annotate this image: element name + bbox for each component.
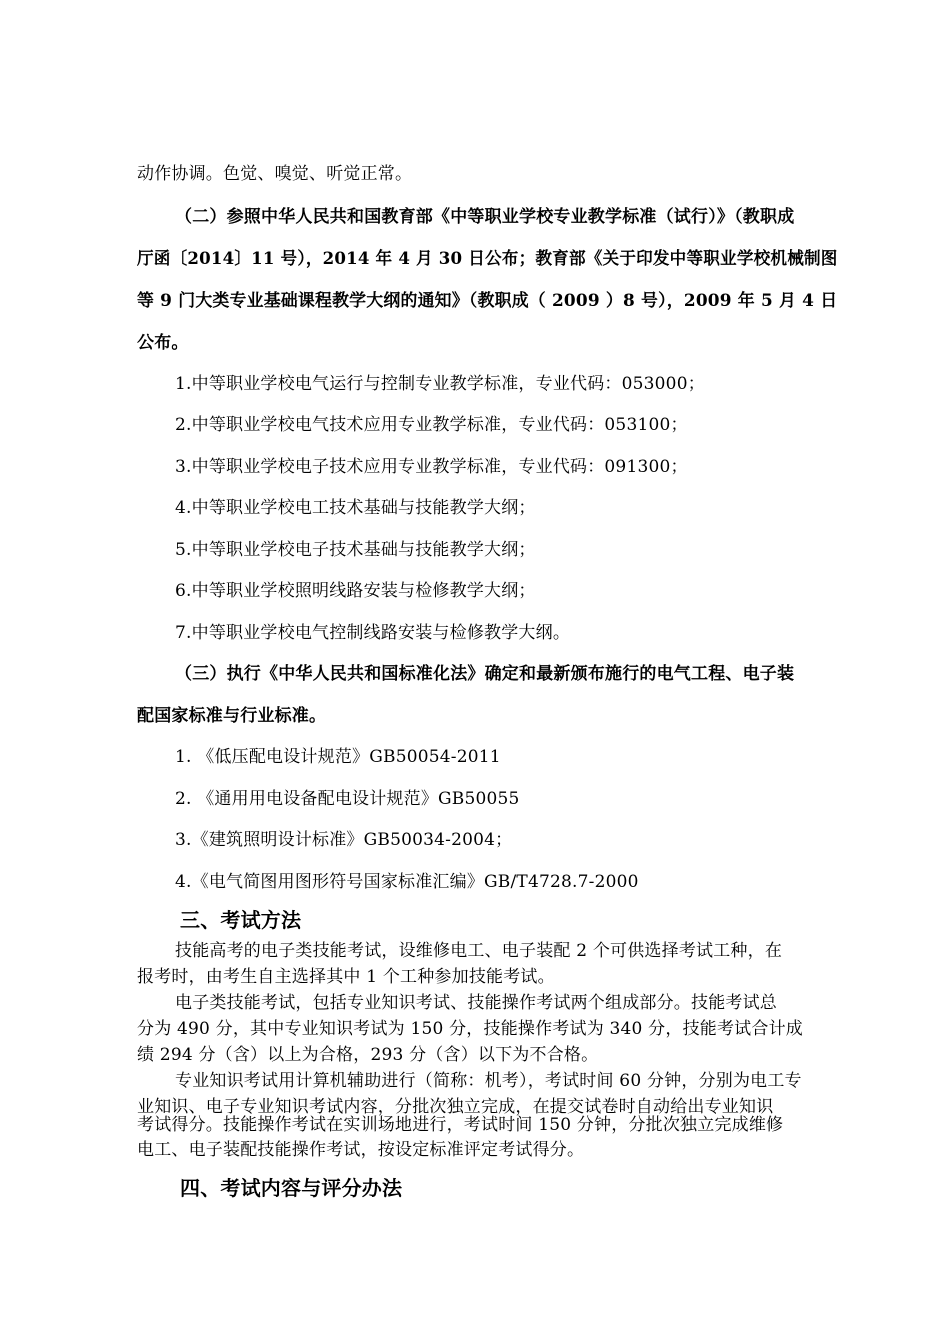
standard-list-item: 4.中等职业学校电工技术基础与技能教学大纲； (175, 498, 536, 518)
body-text-line: 动作协调。色觉、嗅觉、听觉正常。 (137, 164, 413, 184)
section-heading-exam-method: 三、考试方法 (180, 908, 302, 932)
section-2-heading-line-3: 等 9 门大类专业基础课程教学大纲的通知》（教职成（ 2009 ）8 号），2009 年 5 月 4 日 (137, 291, 838, 311)
paragraph-line: 电工、电子装配技能操作考试，按设定标准评定考试得分。 (137, 1140, 585, 1160)
section-heading-exam-content: 四、考试内容与评分办法 (180, 1176, 403, 1200)
section-3-heading-line-1: （三）执行《中华人民共和国标准化法》确定和最新颁布施行的电气工程、电子装 (175, 664, 795, 684)
standard-list-item: 6.中等职业学校照明线路安装与检修教学大纲； (175, 581, 536, 601)
paragraph-line: 专业知识考试用计算机辅助进行（简称：机考），考试时间 60 分钟，分别为电工专 (175, 1071, 802, 1091)
paragraph-line: 绩 294 分（含）以上为合格，293 分（含）以下为不合格。 (137, 1045, 599, 1065)
paragraph-line: 分为 490 分，其中专业知识考试为 150 分，技能操作考试为 340 分，技能考试合计成 (137, 1019, 803, 1039)
section-2-heading-line-2: 厅函〔2014〕11 号），2014 年 4 月 30 日公布；教育部《关于印发中等职业学校机械制图 (137, 249, 838, 269)
section-3-heading-line-2: 配国家标准与行业标准。 (137, 706, 327, 726)
section-2-heading-line-1: （二）参照中华人民共和国教育部《中等职业学校专业教学标准（试行）》（教职成 (175, 207, 795, 227)
national-standard-item: 2. 《通用用电设备配电设计规范》GB50055 (175, 789, 520, 809)
standard-list-item: 3.中等职业学校电子技术应用专业教学标准，专业代码：091300； (175, 457, 688, 477)
paragraph-line: 考试得分。技能操作考试在实训场地进行，考试时间 150 分钟，分批次独立完成维修 (137, 1115, 784, 1135)
standard-list-item: 5.中等职业学校电子技术基础与技能教学大纲； (175, 540, 536, 560)
standard-list-item: 7.中等职业学校电气控制线路安装与检修教学大纲。 (175, 623, 571, 643)
paragraph-line: 技能高考的电子类技能考试，设维修电工、电子装配 2 个可供选择考试工种，在 (175, 941, 783, 961)
standard-list-item: 2.中等职业学校电气技术应用专业教学标准，专业代码：053100； (175, 415, 688, 435)
national-standard-item: 4.《电气简图用图形符号国家标准汇编》GB/T4728.7-2000 (175, 872, 639, 892)
paragraph-line: 报考时，由考生自主选择其中 1 个工种参加技能考试。 (137, 967, 555, 987)
standard-list-item: 1.中等职业学校电气运行与控制专业教学标准，专业代码：053000； (175, 374, 705, 394)
national-standard-item: 1. 《低压配电设计规范》GB50054-2011 (175, 747, 501, 767)
paragraph-line: 业知识、电子专业知识考试内容，分批次独立完成，在提交试卷时自动给出专业知识 (137, 1097, 774, 1117)
section-2-heading-line-4: 公布。 (137, 333, 189, 353)
national-standard-item: 3.《建筑照明设计标准》GB50034-2004； (175, 830, 513, 850)
paragraph-line: 电子类技能考试，包括专业知识考试、技能操作考试两个组成部分。技能考试总 (175, 993, 777, 1013)
